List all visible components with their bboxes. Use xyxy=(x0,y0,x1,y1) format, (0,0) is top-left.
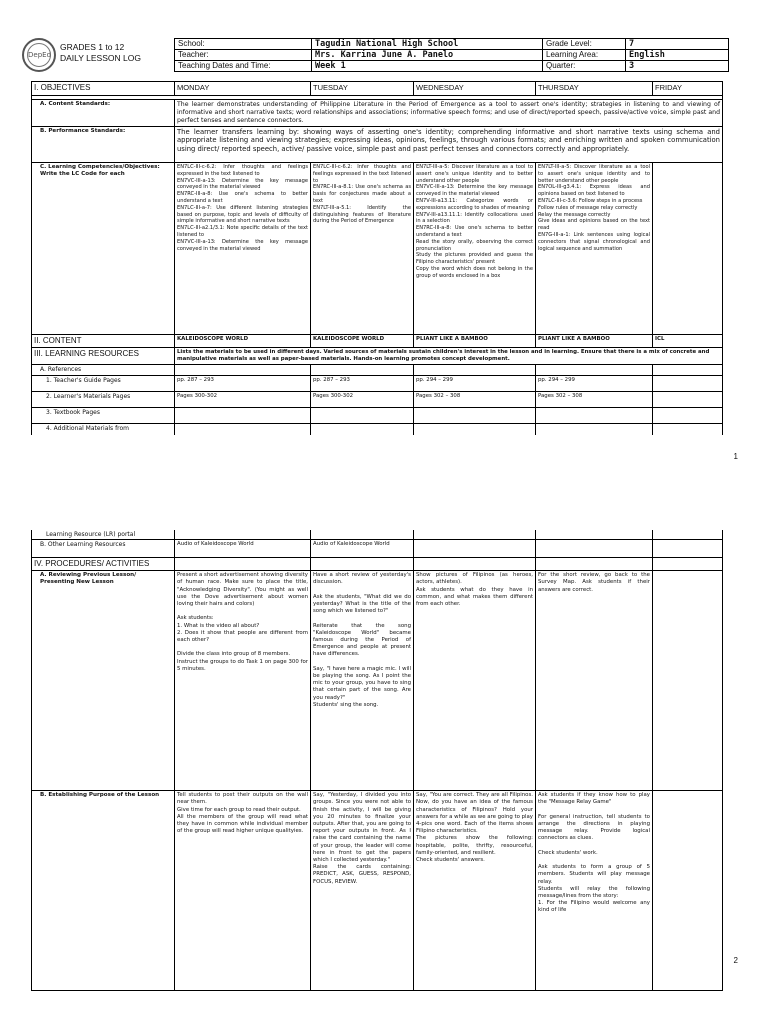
ref-cell xyxy=(536,365,653,375)
day-friday: FRIDAY xyxy=(653,82,723,96)
resources-heading: III. LEARNING RESOURCES xyxy=(32,348,175,365)
content-wednesday: PLIANT LIKE A BAMBOO xyxy=(414,335,536,348)
ref-cell xyxy=(175,365,311,375)
purpose-monday: Tell students to post their outputs on the wall near them. Give time for each group to read their output. All the members of the group will read what they have in common while individual member of the group will read higher unique qualityies. xyxy=(175,791,311,991)
resources-intro: Lists the materials to be used in different days. Varied sources of materials sustain children's interest in the lesson and in learning. Ensure that there is a mix of concrete and manipulative materials as well as paper-based materials. Hands-on learning promotes concept development. xyxy=(175,348,723,365)
add-cell xyxy=(311,423,414,435)
ref-cell xyxy=(653,365,723,375)
lesson-table-page-2 xyxy=(31,530,723,991)
purpose-wednesday: Say, "You are correct. They are all Filipinos. Now, do you have an idea of the famous characteristics of Filipinos? Hold your answers for a while as we are going to play 4-pics one word. Each of the items shows Filipino characteristics. The pictures show the following: hospitable, polite, thrifty, resourceful, family-oriented, and resilient. Check students' answers. xyxy=(414,791,536,991)
school-label: School: xyxy=(175,39,312,50)
page-2 xyxy=(0,522,768,1024)
textbook-label: 3. Textbook Pages xyxy=(32,407,175,423)
header-info-table xyxy=(174,38,729,72)
other-resources-label: B. Other Learning Resources xyxy=(32,540,175,558)
content-standards-label: A. Content Standards: xyxy=(32,100,175,127)
teacher-value: Mrs. Karrina June A. Panelo xyxy=(312,50,543,61)
references-label: A. References xyxy=(32,365,175,375)
quarter-label: Quarter: xyxy=(543,61,626,72)
tg-wednesday: pp. 294 – 299 xyxy=(414,375,536,391)
title-line-1: GRADES 1 to 12 xyxy=(60,42,125,52)
quarter-value: 3 xyxy=(626,61,729,72)
procedures-heading: IV. PROCEDURES/ ACTIVITIES xyxy=(32,558,175,571)
other-tuesday: Audio of Kaleidoscope World xyxy=(311,540,414,558)
competencies-label: C. Learning Competencies/Objectives: Write the LC Code for each xyxy=(32,163,175,335)
page-number-1: 1 xyxy=(733,452,738,461)
area-value: English xyxy=(626,50,729,61)
add-cell xyxy=(536,423,653,435)
tg-label: 1. Teacher's Guide Pages xyxy=(32,375,175,391)
tg-friday xyxy=(653,375,723,391)
tg-thursday: pp. 294 – 299 xyxy=(536,375,653,391)
objectives-heading: I. OBJECTIVES xyxy=(32,82,175,96)
competencies-thursday: EN7LT-III-a-5: Discover literature as a tool to assert one's unique identity and to better understand other people EN7OL-III-g3.4.1: Express ideas and opinions based on text listened to EN7LC-III-c-3.6: Follow steps in a process Follow rules of message relay correctly Relay the message correctly Give ideas and opinions based on the text read EN7G-III-a-1: Link sentences using logical connectors that signal chronological and logical sequence and summation xyxy=(536,163,653,335)
dates-value: Week 1 xyxy=(312,61,543,72)
tb-cell xyxy=(653,407,723,423)
purpose-tuesday: Say, "Yesterday, I divided you into groups. Since you were not able to finish the activity, I will be giving you 20 minutes to finalize your outputs. After that, you are going to report your outputs in front. As I raise the card containing the name of your group, the leader will come here in front to get the papers which I collected yesterday." Raise the cards containing: PREDICT, ASK, GUESS, RESPOND, FOCUS, REVIEW. xyxy=(311,791,414,991)
proc-cell xyxy=(311,558,414,571)
document-title xyxy=(60,42,141,64)
other-monday: Audio of Kaleidoscope World xyxy=(175,540,311,558)
add-cell xyxy=(653,423,723,435)
add-cell xyxy=(175,423,311,435)
review-friday xyxy=(653,571,723,791)
review-tuesday: Have a short review of yesterday's discussion. Ask the students, "What did we do yesterday? What is the title of the song which we listened to?" Reiterate that the song "Kaleidoscope World" became famous during the Period of Emergence and people at present have differences. Say, "I have here a magic mic. I will be playing the song. As I point the mic to your group, you have to sing that certain part of the song. Are you ready?" Students' sing the song. xyxy=(311,571,414,791)
other-thursday xyxy=(536,540,653,558)
content-heading: II. CONTENT xyxy=(32,335,175,348)
proc-cell xyxy=(414,558,536,571)
add-cell xyxy=(414,423,536,435)
document-header xyxy=(22,38,736,84)
add-cell xyxy=(175,530,311,540)
tb-cell xyxy=(536,407,653,423)
title-line-2: DAILY LESSON LOG xyxy=(60,53,141,63)
page-1 xyxy=(0,0,768,470)
review-lesson-label: A. Reviewing Previous Lesson/ Presenting New Lesson xyxy=(32,571,175,791)
other-wednesday xyxy=(414,540,536,558)
additional-materials-label: 4. Additional Materials from xyxy=(32,423,175,435)
purpose-thursday: Ask students if they know how to play the "Message Relay Game" For general instruction, tell students to arrange the directions in playing message relay. Provide logical connectors as clues. Check students' work. Ask students to form a group of 5 members. Students will play message relay. Students will relay the following message/lines from the story: 1. For the Filipino would welcome any kind of life xyxy=(536,791,653,991)
area-label: Learning Area: xyxy=(543,50,626,61)
lm-friday xyxy=(653,391,723,407)
competencies-friday xyxy=(653,163,723,335)
grade-value: 7 xyxy=(626,39,729,50)
review-monday: Present a short advertisement showing diversity of human race. Make sure to place the title, "Acknowledging Diversity". (You might as well use the Dove advertisement about women loving their hairs and colors) Ask students: 1. What is the video all about? 2. Does it show that people are different from each other? Divide the class into group of 8 members. Instruct the groups to do Task 1 on page 300 for 5 minutes. xyxy=(175,571,311,791)
other-friday xyxy=(653,540,723,558)
content-friday: ICL xyxy=(653,335,723,348)
day-monday: MONDAY xyxy=(175,82,311,96)
deped-seal-icon xyxy=(22,38,56,72)
add-cell xyxy=(311,530,414,540)
review-thursday: For the short review, go back to the Survey Map. Ask students if their answers are correct. xyxy=(536,571,653,791)
proc-cell xyxy=(175,558,311,571)
competencies-monday: EN7LC-III-c-6.2: Infer thoughts and feelings expressed in the text listened to EN7VC-III-a-13: Determine the key message conveyed in the material viewed EN7RC-III-a-8: Use one's schema to better understand a text EN7LC-III-a-7: Use different listening strategies based on purpose, topic and levels of difficulty of simple informative and short narrative texts EN7LC-III-a2.1/3.1: Note specific details of the text listened to EN7VC-III-a-13: Determine the key message conveyed in the material viewed xyxy=(175,163,311,335)
ref-cell xyxy=(311,365,414,375)
content-monday: KALEIDOSCOPE WORLD xyxy=(175,335,311,348)
content-thursday: PLIANT LIKE A BAMBOO xyxy=(536,335,653,348)
content-tuesday: KALEIDOSCOPE WORLD xyxy=(311,335,414,348)
performance-standards-text: The learner transfers learning by: showing ways of asserting one's identity; comprehending informative and short narrative texts using schema and appropriate listening and viewing strategies; expressing ideas, opinions, feelings, through various formats; and enriching written and spoken communication using direct/ reported speech, active/ passive voice, simple past and past perfect tenses and connectors correctly and appropriately. xyxy=(175,127,723,163)
seal-text: DepEd xyxy=(27,43,51,67)
tb-cell xyxy=(175,407,311,423)
lm-tuesday: Pages 300-302 xyxy=(311,391,414,407)
teacher-label: Teacher: xyxy=(175,50,312,61)
lm-thursday: Pages 302 – 308 xyxy=(536,391,653,407)
performance-standards-label: B. Performance Standards: xyxy=(32,127,175,163)
lm-monday: Pages 300-302 xyxy=(175,391,311,407)
day-thursday: THURSDAY xyxy=(536,82,653,96)
grade-label: Grade Level: xyxy=(543,39,626,50)
dates-label: Teaching Dates and Time: xyxy=(175,61,312,72)
day-wednesday: WEDNESDAY xyxy=(414,82,536,96)
tg-monday: pp. 287 – 293 xyxy=(175,375,311,391)
lm-label: 2. Learner's Materials Pages xyxy=(32,391,175,407)
page-number-2: 2 xyxy=(733,956,738,965)
add-cell xyxy=(536,530,653,540)
review-wednesday: Show pictures of Filipinos (as heroes, actors, athletes). Ask students what do they have in common, and what makes them different from each other. xyxy=(414,571,536,791)
lm-wednesday: Pages 302 – 308 xyxy=(414,391,536,407)
proc-cell xyxy=(653,558,723,571)
competencies-wednesday: EN7LT-III-a-5: Discover literature as a tool to assert one's unique identity and to better understand other people EN7VC-III-a-13: Determine the key message conveyed in the material viewed EN7V-III-a13.11: Categorize words or expressions according to shades of meaning EN7V-III-a13.11.1: Identify collocations used in a selection EN7RC-III-a-8: Use one's schema to better understand a text Read the story orally, observing the correct pronunciation Study the pictures provided and guess the Filipino characteristics' present Copy the word which does not belong in the group of words enclosed in a box xyxy=(414,163,536,335)
tb-cell xyxy=(311,407,414,423)
proc-cell xyxy=(536,558,653,571)
add-cell xyxy=(653,530,723,540)
add-cell xyxy=(414,530,536,540)
day-tuesday: TUESDAY xyxy=(311,82,414,96)
content-standards-text: The learner demonstrates understanding of Philippine Literature in the Period of Emergence as a tool to assert one's identity; strategies in listening to and viewing of informative and short narrative texts; word relationships and associations; informative speech forms; and use of direct/reported speech, passive/active voice, simple past and perfect tenses and sentence connectors. xyxy=(175,100,723,127)
ref-cell xyxy=(414,365,536,375)
lesson-table-page-1 xyxy=(31,81,723,435)
additional-materials-label-cont: Learning Resource (LR) portal xyxy=(32,530,175,540)
tg-tuesday: pp. 287 – 293 xyxy=(311,375,414,391)
purpose-friday xyxy=(653,791,723,991)
page-gap xyxy=(0,470,768,522)
school-value: Tagudin National High School xyxy=(312,39,543,50)
purpose-label: B. Establishing Purpose of the Lesson xyxy=(32,791,175,991)
competencies-tuesday: EN7LC-III-c-6.2: Infer thoughts and feelings expressed in the text listened to EN7RC-III-a-8.1: Use one's schema as basis for conjectures made about a text EN7LT-III-a-5.1: Identify the distinguishing features of literature during the Period of Emergence xyxy=(311,163,414,335)
tb-cell xyxy=(414,407,536,423)
